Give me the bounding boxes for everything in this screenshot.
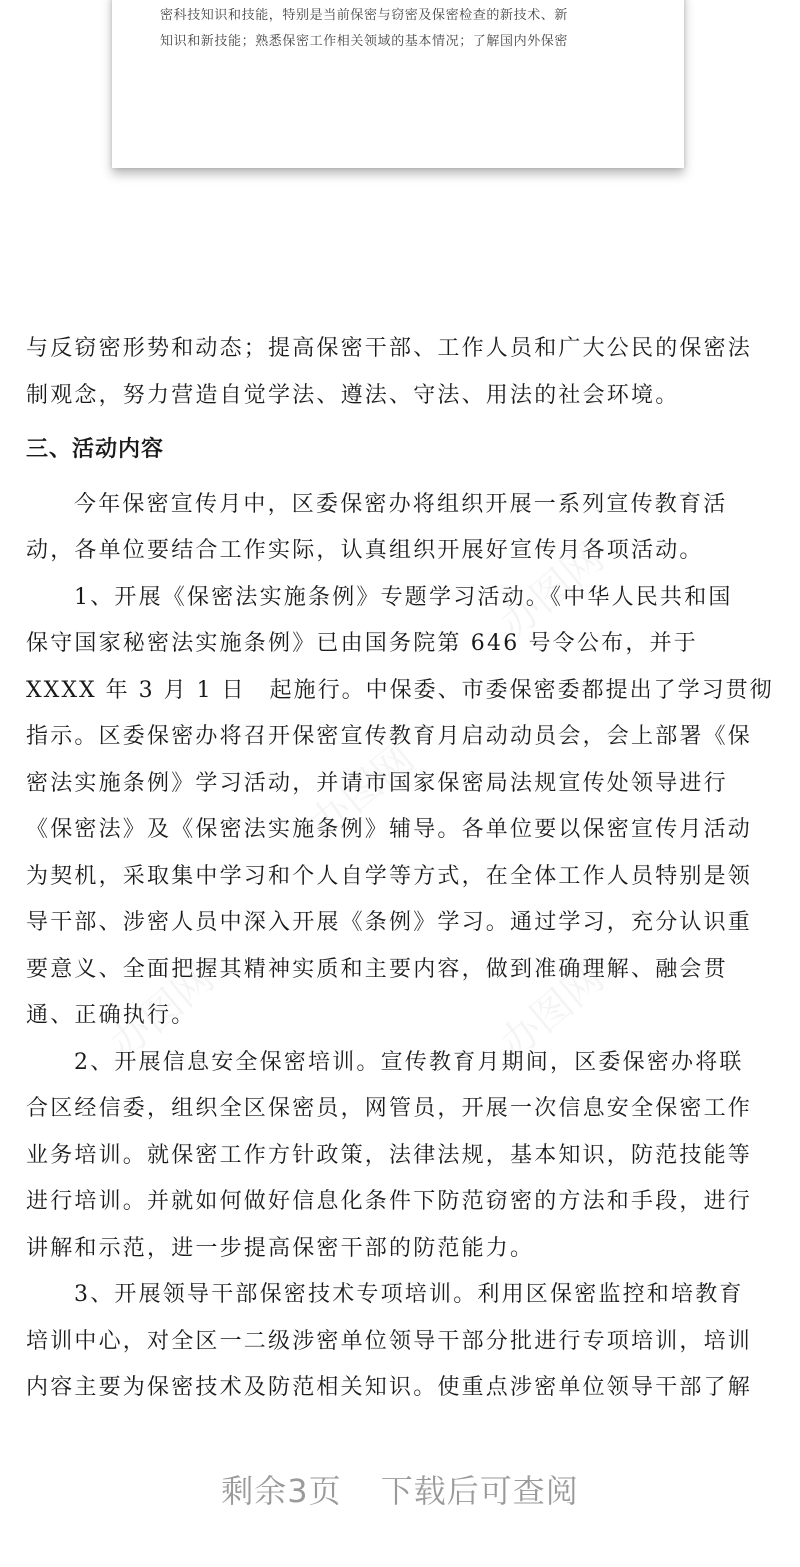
text-line: 与反窃密形势和动态；提高保密干部、工作人员和广大公民的保密法 [26, 336, 753, 361]
previous-page-preview [112, 0, 684, 168]
download-prompt[interactable] [0, 1466, 800, 1512]
text-line: 《保密法》及《保密法实施条例》辅导。各单位要以保密宣传月活动 [26, 817, 753, 842]
remaining-pages-label: 剩余3页 [221, 1472, 342, 1510]
intro-paragraph [26, 326, 776, 419]
text-line: 讲解和示范，进一步提高保密干部的防范能力。 [26, 1235, 535, 1261]
text-line: XXXX 年 3 月 1 日 起施行。中保委、市委保密委都提出了学习贯彻 [26, 677, 774, 703]
activity-3-paragraph [26, 1272, 776, 1412]
text-line: 今年保密宣传月中，区委保密办将组织开展一系列宣传教育活 [74, 491, 728, 517]
text-line: 1、开展《保密法实施条例》专题学习活动。《中华人民共和国 [74, 584, 733, 610]
text-line: 导干部、涉密人员中深入开展《条例》学习。通过学习，充分认识重 [26, 910, 753, 935]
text-line: 培训中心，对全区一二级涉密单位领导干部分批进行专项培训，培训 [26, 1328, 753, 1354]
section-heading: 三、活动内容 [26, 437, 165, 462]
text-line: 密法实施条例》学习活动，并请市国家保密局法规宣传处领导进行 [26, 770, 728, 796]
text-line: 指示。区委保密办将召开保密宣传教育月启动动员会，会上部署《保 [26, 724, 753, 749]
text-line: 通、正确执行。 [26, 1003, 196, 1028]
document-body [26, 326, 776, 1412]
text-line: 为契机，采取集中学习和个人自学等方式，在全体工作人员特别是领 [26, 863, 753, 889]
text-line: 制观念，努力营造自觉学法、遵法、守法、用法的社会环境。 [26, 382, 680, 408]
preview-line: 密科技知识和技能，特别是当前保密与窃密及保密检查的新技术、新 [160, 8, 569, 23]
text-line: 内容主要为保密技术及防范相关知识。使重点涉密单位领导干部了解 [26, 1375, 753, 1400]
text-line: 进行培训。并就如何做好信息化条件下防范窃密的方法和手段，进行 [26, 1189, 753, 1214]
overview-paragraph [26, 482, 776, 575]
text-line: 保守国家秘密法实施条例》已由国务院第 646 号令公布，并于 [26, 631, 698, 656]
text-line: 2、开展信息安全保密培训。宣传教育月期间，区委保密办将联 [74, 1049, 744, 1075]
preview-page-text [160, 0, 644, 55]
activity-1-paragraph [26, 575, 776, 1040]
text-line: 合区经信委，组织全区保密员，网管员，开展一次信息安全保密工作 [26, 1096, 753, 1121]
preview-line: 知识和新技能；熟悉保密工作相关领域的基本情况；了解国内外保密 [160, 34, 569, 49]
text-line: 业务培训。就保密工作方针政策，法律法规，基本知识，防范技能等 [26, 1142, 753, 1168]
text-line: 要意义、全面把握其精神实质和主要内容，做到准确理解、融会贯 [26, 956, 728, 982]
download-hint-label: 下载后可查阅 [380, 1472, 579, 1510]
text-line: 3、开展领导干部保密技术专项培训。利用区保密监控和培教育 [74, 1282, 744, 1307]
activity-2-paragraph [26, 1040, 776, 1273]
text-line: 动，各单位要结合工作实际，认真组织开展好宣传月各项活动。 [26, 538, 704, 563]
